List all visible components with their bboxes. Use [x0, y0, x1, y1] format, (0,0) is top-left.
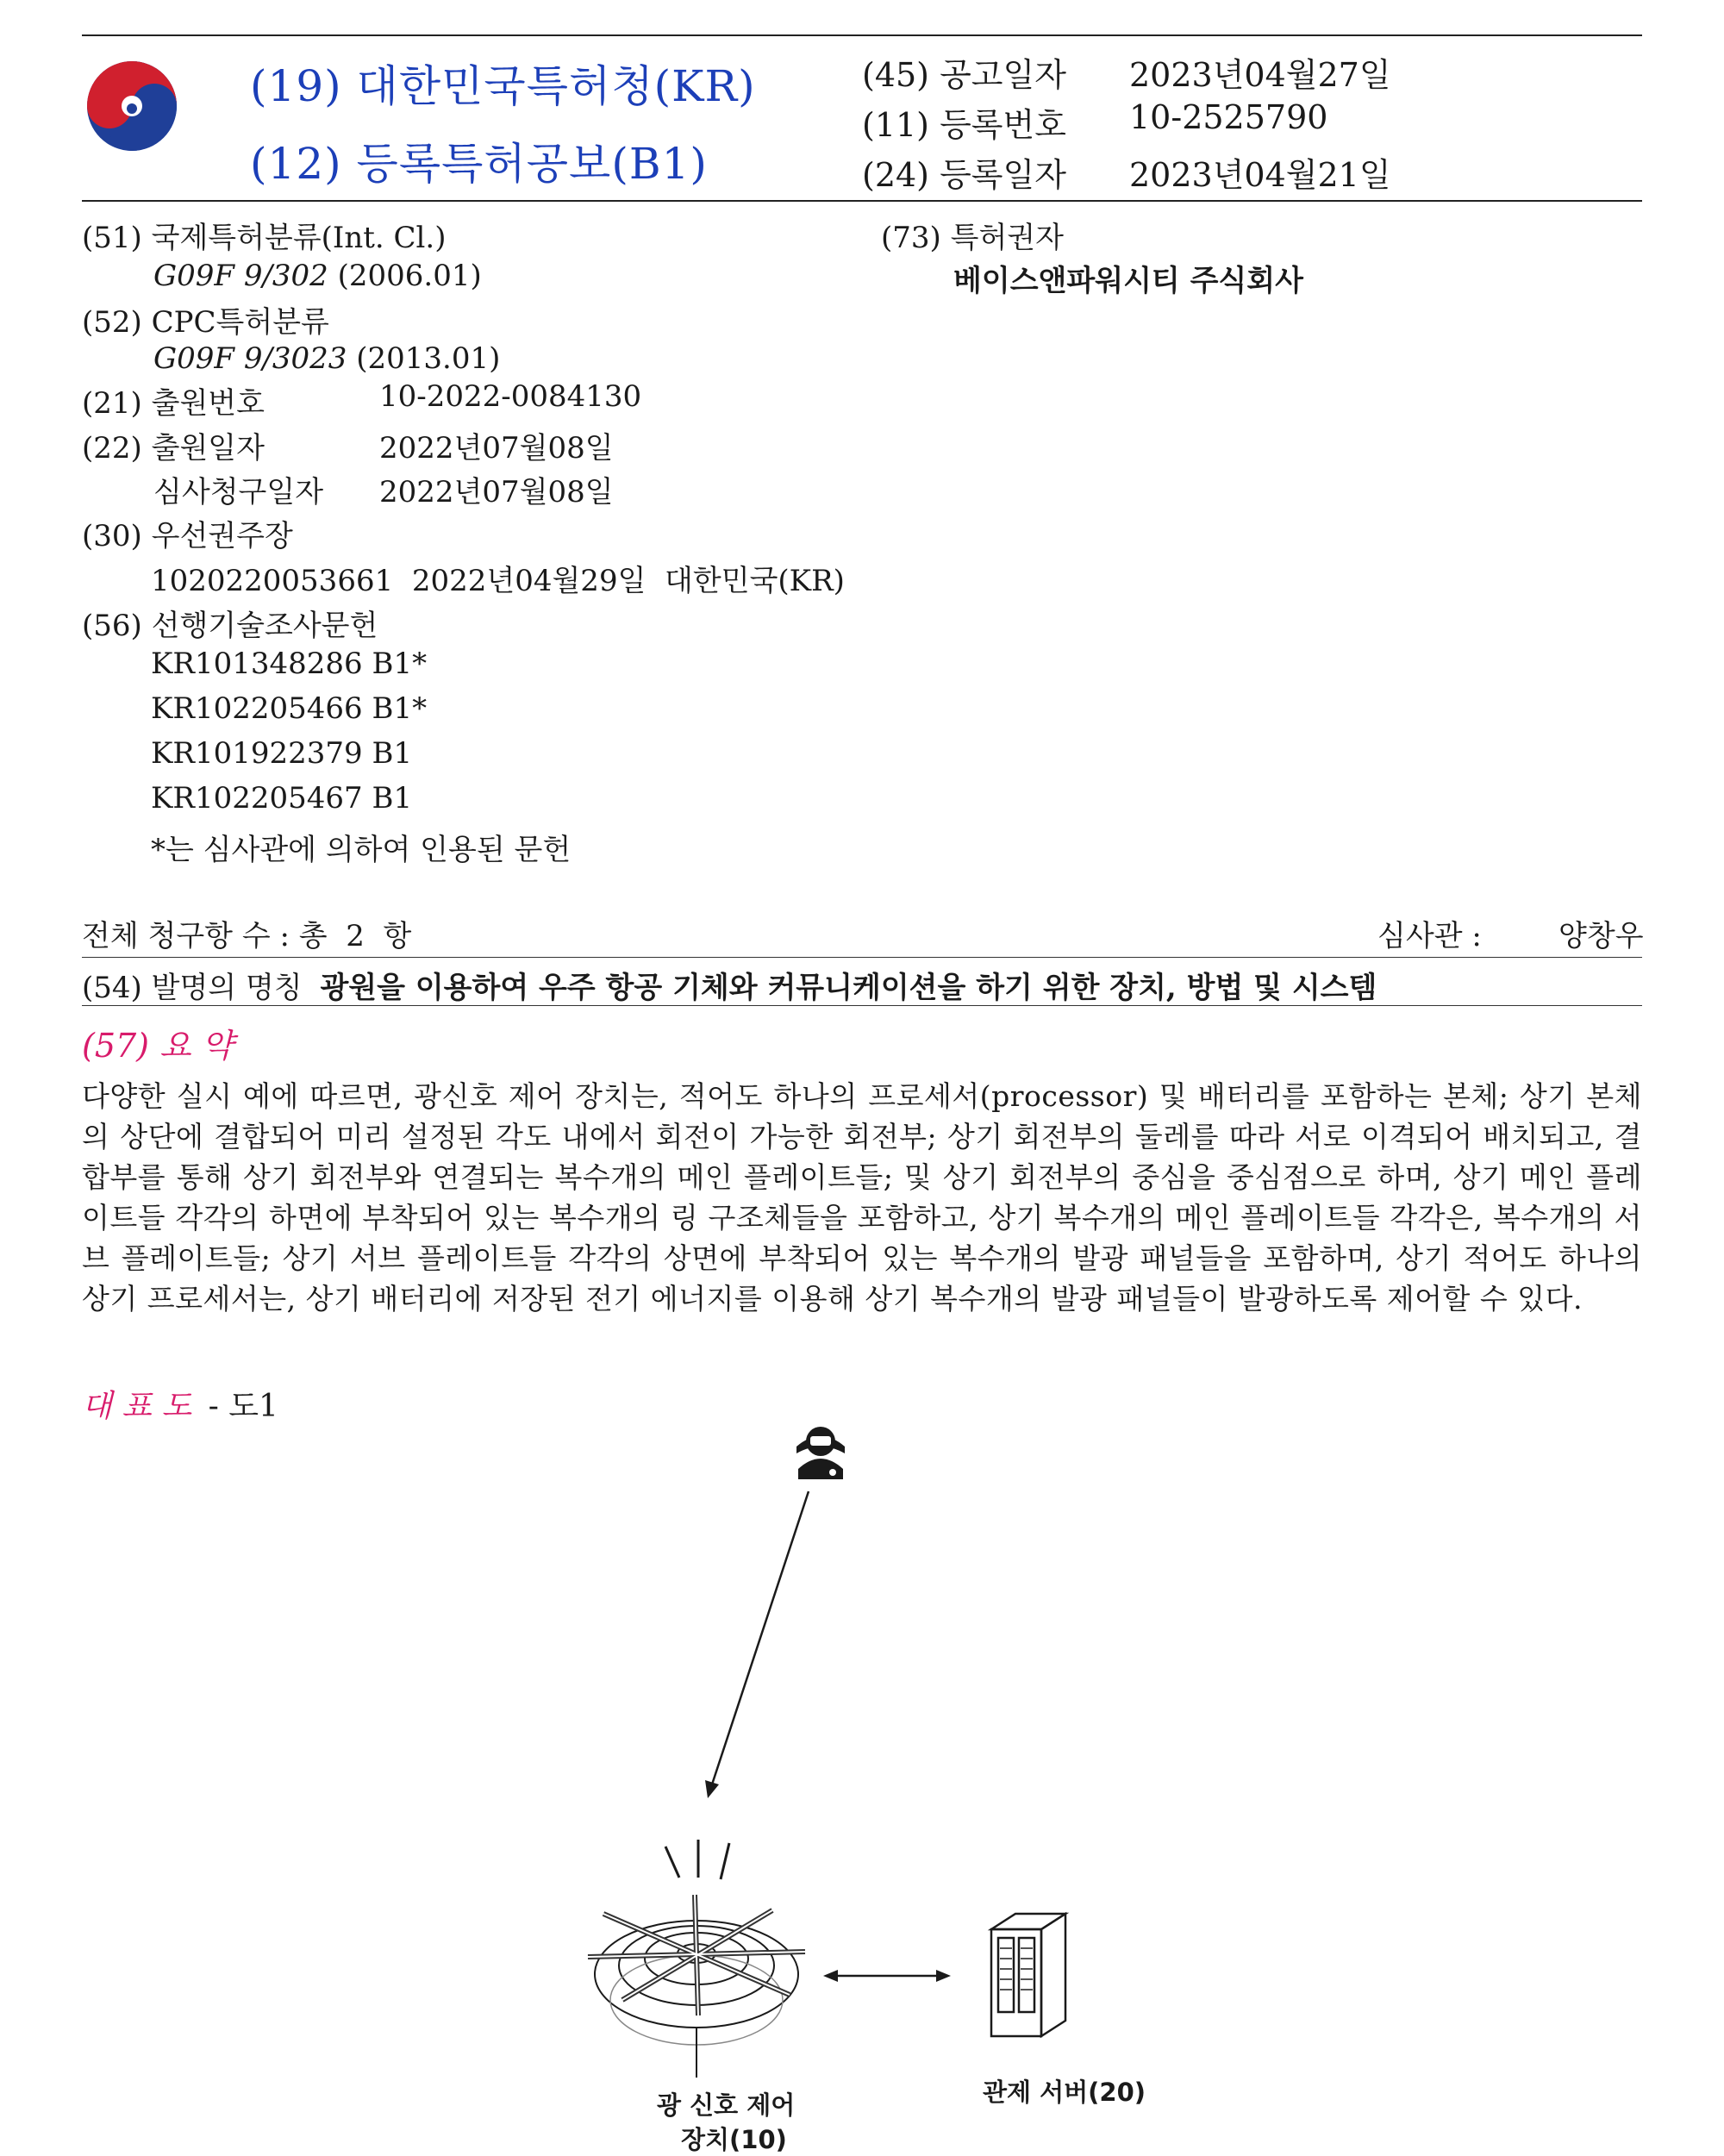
claims-total: 전체 청구항 수 : 총 2 항 — [82, 919, 412, 953]
prior-art-item: KR102205467 B1 — [151, 781, 413, 816]
prior-art-note: *는 심사관에 의하여 인용된 문헌 — [151, 833, 572, 867]
invention-title: 광원을 이용하여 우주 항공 기체와 커뮤니케이션을 하기 위한 장치, 방법 및 시스템 — [320, 971, 1377, 1005]
title-rule — [82, 1005, 1642, 1006]
abstract-heading: (57) 요 약 — [82, 1027, 234, 1065]
pub-date-label: (45) 공고일자 — [862, 56, 1066, 94]
abstract-body: 다양한 실시 예에 따르면, 광신호 제어 장치는, 적어도 하나의 프로세서(processor) 및 배터리를 포함하는 본체; 상기 본체의 상단에 결합되어 미리 설정된 각도 내에서 회전이 가능한 회전부; 상기 회전부의 둘레를 따라 서로 이격되어 배치되고, 결합부를 통해 상기 회전부와 연결되는 복수개의 메인 플레이트들; 및 상기 회전부의 중심을 중심점으로 하며, 상기 메인 플레이트들 각각의 하면에 부착되어 있는 복수개의 링 구조체들을 포함하고, 상기 복수개의 메인 플레이트들 각각은, 복수개의 서브 플레이트들; 상기 서브 플레이트들 각각의 상면에 부착되어 있는 복수개의 발광 패널들을 포함하며, 상기 적어도 하나의 상기 프로세서는, 상기 배터리에 저장된 전기 에너지를 이용해 상기 복수개의 발광 패널들이 발광하도록 제어할 수 있다. — [82, 1079, 1642, 1315]
reg-date-label: (24) 등록일자 — [862, 156, 1066, 194]
app-no-label: (21) 출원번호 — [82, 386, 265, 421]
downlink-arrow — [705, 1491, 809, 1798]
owner-name: 베이스앤파워시티 주식회사 — [953, 264, 1303, 298]
light-signal-device-icon — [588, 1895, 805, 2078]
document-type: (12) 등록특허공보(B1) — [250, 139, 708, 189]
rep-figure-label: 대 표 도 — [82, 1389, 192, 1424]
exam-req-date: 2022년07월08일 — [379, 475, 614, 509]
astronaut-icon — [796, 1427, 845, 1479]
owner-label: (73) 특허권자 — [881, 221, 1064, 255]
ipc-label: (51) 국제특허분류(Int. Cl.) — [82, 221, 447, 255]
examiner-label: 심사관 : — [1377, 919, 1482, 953]
top-rule — [82, 34, 1642, 36]
priority-value: 1020220053661 2022년04월29일 대한민국(KR) — [151, 564, 845, 598]
ipc-version: (2006.01) — [337, 259, 482, 293]
invention-title-row — [82, 964, 1377, 1006]
app-date-label: (22) 출원일자 — [82, 431, 265, 466]
app-date: 2022년07월08일 — [379, 431, 614, 466]
bidirectional-arrow — [823, 1970, 951, 1982]
cpc-version: (2013.01) — [356, 341, 501, 376]
prior-art-item: KR101922379 B1 — [151, 736, 413, 771]
claims-rule — [82, 957, 1642, 958]
pub-date: 2023년04월27일 — [1129, 56, 1391, 94]
prior-art-label: (56) 선행기술조사문헌 — [82, 609, 378, 643]
priority-label: (30) 우선권주장 — [82, 519, 293, 553]
header-rule — [82, 200, 1642, 202]
exam-req-label: 심사청구일자 — [153, 475, 324, 509]
device-label-line1: 광 신호 제어 — [657, 2090, 796, 2120]
reg-date: 2023년04월21일 — [1129, 156, 1391, 194]
reg-no: 10-2525790 — [1129, 98, 1328, 136]
reg-no-label: (11) 등록번호 — [862, 106, 1066, 144]
figure-drawing — [0, 1397, 1724, 2155]
cpc-row — [153, 341, 500, 376]
rep-figure-value: - 도1 — [208, 1389, 278, 1424]
prior-art-item: KR101348286 B1* — [151, 647, 428, 681]
server-rack-icon — [991, 1914, 1065, 2036]
ipc-row — [153, 259, 482, 293]
device-label-line2: 장치(10) — [681, 2125, 787, 2154]
server-label: 관제 서버(20) — [983, 2078, 1146, 2107]
cpc-label: (52) CPC특허분류 — [82, 305, 329, 340]
examiner-name: 양창우 — [1558, 919, 1644, 953]
taegeuk-logo-icon — [84, 59, 179, 153]
light-emission-marks — [665, 1840, 729, 1879]
cpc-code: G09F 9/3023 — [153, 341, 347, 376]
app-no: 10-2022-0084130 — [379, 379, 642, 414]
prior-art-item: KR102205466 B1* — [151, 691, 428, 726]
office-name: (19) 대한민국특허청(KR) — [250, 61, 756, 111]
ipc-code: G09F 9/302 — [153, 259, 328, 293]
invention-title-label: (54) 발명의 명칭 — [82, 971, 303, 1005]
